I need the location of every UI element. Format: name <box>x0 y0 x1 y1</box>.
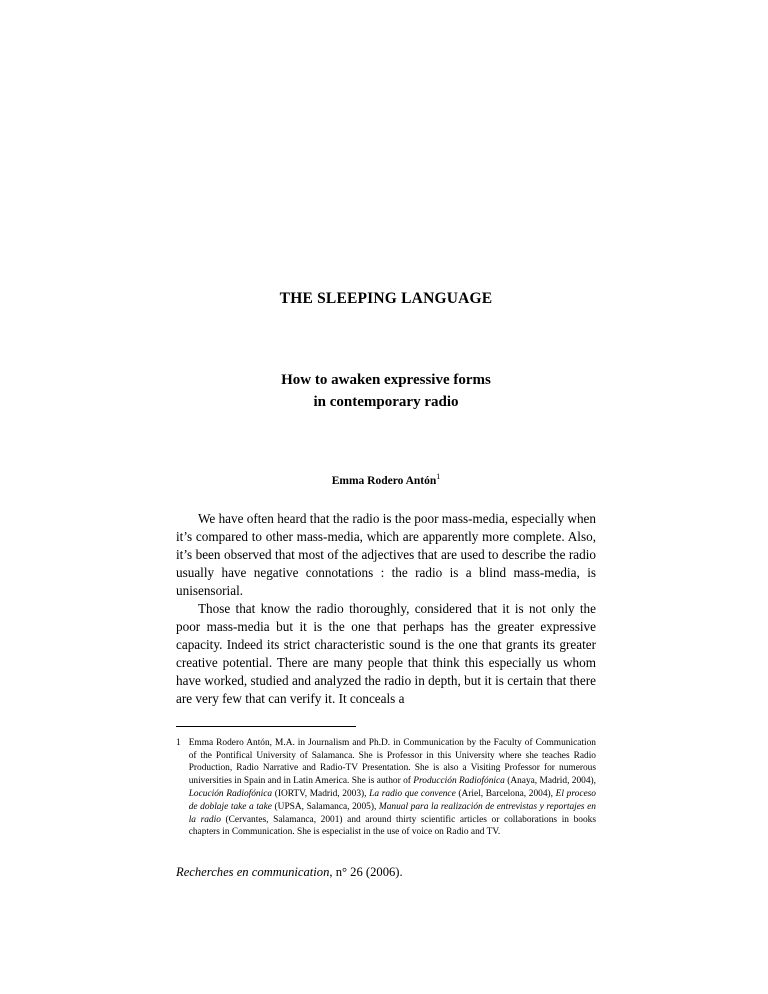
article-content <box>176 290 596 880</box>
author-name <box>176 472 596 487</box>
footnote-part-4: (Ariel, Barcelona, 2004), <box>455 788 556 799</box>
subtitle-line-1: How to awaken expressive forms <box>281 372 491 388</box>
footnote-work-1: Producción Radiofónica <box>413 776 505 787</box>
footnote-work-3: La radio que convence <box>369 788 456 799</box>
footnote <box>176 737 596 839</box>
subtitle-line-2: in contemporary radio <box>313 393 459 410</box>
footnote-part-1: Emma Rodero Antón, M.A. in Journalism and Ph.D. in Communication by the Faculty of Communication of the Pontifical University of Salamanca. She is Professor in this University where she teaches Radio Production, Radio Narrative and Radio-TV Presentation. She is also a Visiting Professor for numerous universities in Spain and in Latin America. She is author of <box>188 737 596 787</box>
subtitle <box>176 370 596 414</box>
journal-citation <box>176 865 596 880</box>
footnote-work-4: El proceso de doblaje take a take <box>188 788 596 812</box>
paragraph-1: We have often heard that the radio is the poor mass-media, especially when it’s compared to other mass-media, which are apparently more complete. Also, it’s been observed that most of the adjectives that are used to describe the radio usually have negative connotations : the radio is a blind mass-media, is unisensorial. <box>176 511 596 599</box>
footnote-text <box>189 737 596 839</box>
footnote-part-6: (Cervantes, Salamanca, 2001) and around thirty scientific articles or collaborations in books chapters in Communication. She is especialist in the use of voice on Radio and TV. <box>188 814 596 838</box>
author-label: Emma Rodero Antón <box>331 474 437 487</box>
footnote-part-2: (Anaya, Madrid, 2004), <box>504 776 597 787</box>
body-text <box>176 510 596 707</box>
footnote-work-2: Locución Radiofónica <box>188 788 273 799</box>
footnote-work-5: Manual para la realización de entrevistas y reportajes en la radio <box>188 801 596 825</box>
footnote-part-3: (IORTV, Madrid, 2003), <box>272 788 370 799</box>
paragraph-2: Those that know the radio thoroughly, considered that it is not only the poor mass-media but it is the one that perhaps has the greater expressive capacity. Indeed its strict characteristic sound is the one that grants its greater creative potential. There are many people that think this especially us whom have worked, studied and analyzed the radio in depth, but it is certain that there are very few that can verify it. It conceals a <box>176 601 596 706</box>
author-footnote-marker: 1 <box>436 471 441 481</box>
footnote-number: 1 <box>176 737 181 748</box>
journal-name: Recherches en communication <box>176 865 330 880</box>
footnote-part-5: (UPSA, Salamanca, 2005), <box>271 801 379 812</box>
footnote-separator <box>176 726 356 727</box>
journal-issue: , n° 26 (2006). <box>329 865 403 880</box>
page-title: THE SLEEPING LANGUAGE <box>279 290 493 307</box>
